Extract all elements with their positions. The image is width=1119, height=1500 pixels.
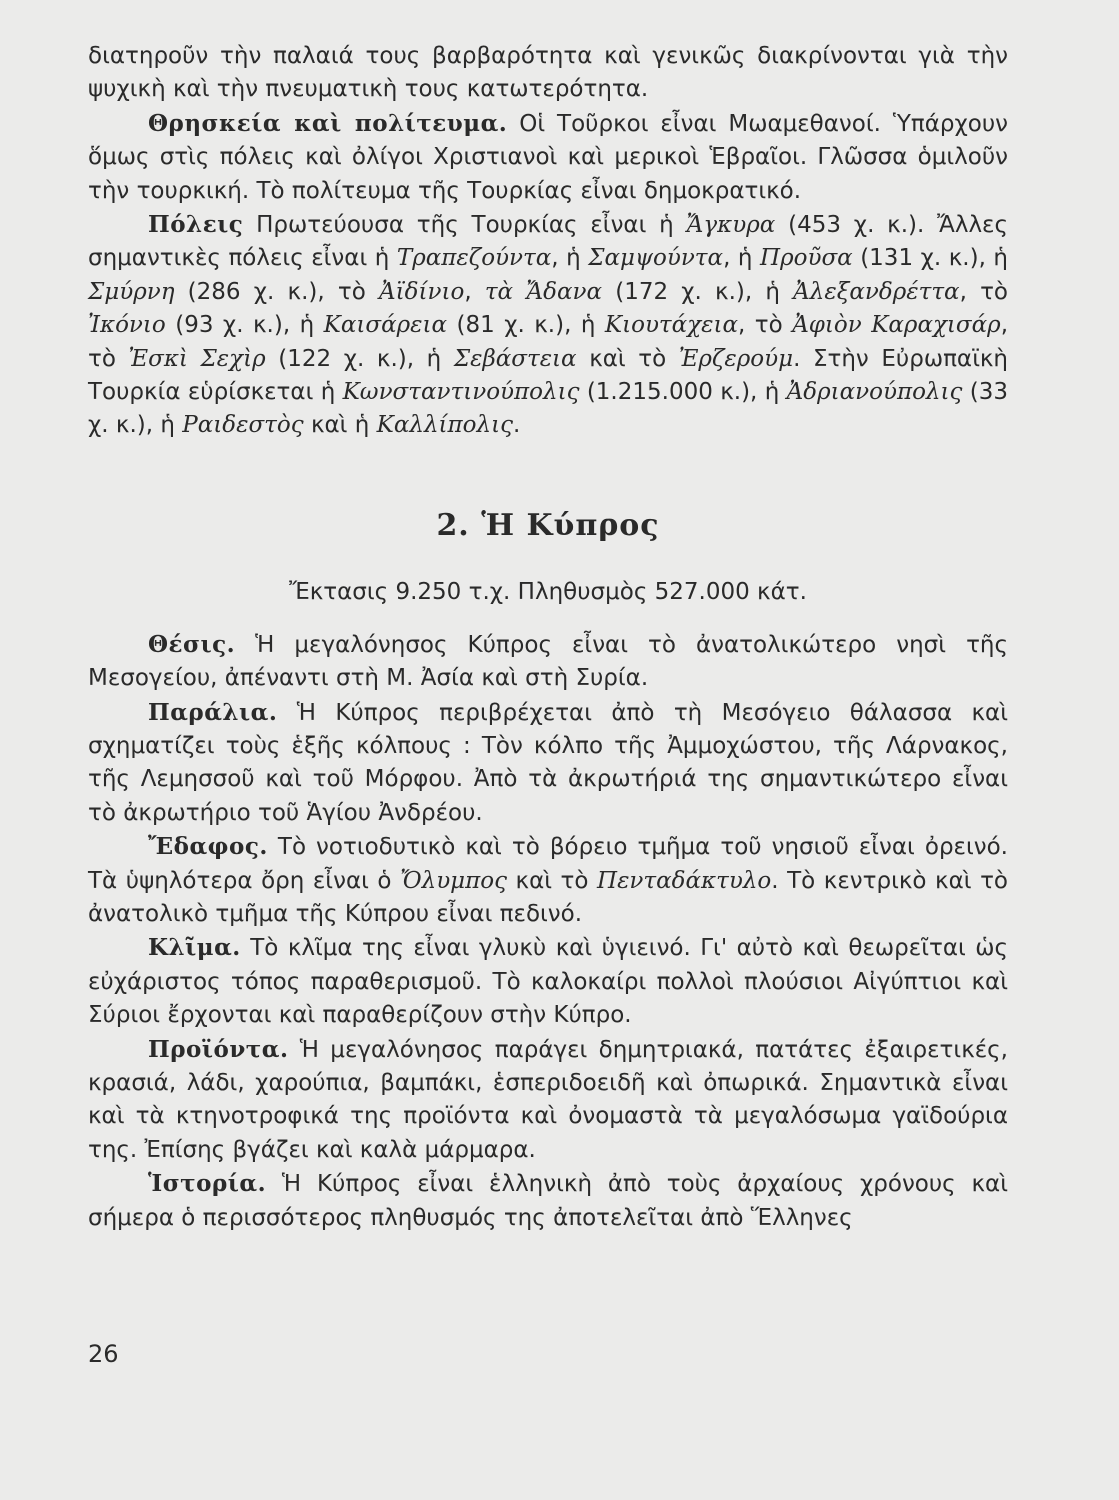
- products-heading: Προϊόντα.: [148, 1035, 289, 1063]
- coast-text: Ἡ Κύπρος περιβρέχεται ἀπὸ τὴ Μεσόγειο θάλασσα καὶ σχηματίζει τοὺς ἑξῆς κόλπους : Τὸν κόλπο τῆς Ἀμμοχώστου, τῆς Λάρνακος, τῆς Λεμησσοῦ καὶ τοῦ Μόρφου. Ἀπὸ τὰ ἀκρωτήριά της σημαντικώτερο εἶναι τὸ ἀκρωτήριο τοῦ Ἁγίου Ἀνδρέου.: [88, 699, 1008, 826]
- city-name: Σμύρνη: [88, 278, 175, 305]
- city-name: Ἀλεξανδρέττα: [793, 278, 960, 305]
- city-name: Ἄγκυρα: [686, 212, 776, 239]
- city-name: Καισάρεια: [323, 312, 448, 339]
- cities-text: καὶ ἡ: [303, 412, 377, 439]
- cities-text: (1.215.000 κ.), ἡ: [579, 379, 787, 406]
- climate-text: Τὸ κλῖμα της εἶναι γλυκὺ καὶ ὑγιεινό. Γι' αὐτὸ καὶ θεωρεῖται ὡς εὐχάριστος τόπος παραθερισμοῦ. Τὸ καλοκαίρι πολλοὶ πλούσιοι Αἰγύπτιοι καὶ Σύριοι ἔρχονται καὶ παραθερίζουν στὴν Κύπρο.: [88, 935, 1008, 1029]
- cities-text: , τὸ: [738, 312, 793, 339]
- products-text: Ἡ μεγαλόνησος παράγει δημητριακά, πατάτες ἐξαιρετικές, κρασιά, λάδι, χαρούπια, βαμπάκι, ἑσπεριδοειδῆ καὶ ὀπωρικά. Σημαντικὰ εἶναι καὶ τὰ κτηνοτροφικά της προϊόντα καὶ ὀνομαστὰ τὰ μεγαλόσωμα γαϊδούρια της. Ἐπίσης βγάζει καὶ καλὰ μάρμαρα.: [88, 1036, 1008, 1163]
- city-name: Ἀδριανούπολις: [786, 379, 963, 406]
- cities-text: καὶ τὸ: [576, 345, 679, 372]
- cities-text: ,: [464, 278, 485, 305]
- cities-text: (453 χ. κ.). Ἄλλες σημαντικὲς πόλεις εἶναι ἡ: [88, 212, 1008, 272]
- cities-text: (172 χ. κ.), ἡ: [602, 278, 794, 305]
- cities-text: , τὸ: [88, 312, 1008, 372]
- cities-text: (286 χ. κ.), τὸ: [174, 278, 379, 305]
- cities-text: , ἡ: [551, 245, 589, 272]
- cities-text: . Στὴν Εὐρωπαϊκὴ Τουρκία εὑρίσκεται ἡ: [88, 345, 1008, 406]
- city-name: Τραπεζούντα: [396, 245, 552, 272]
- city-name: Ἀφιὸν Καραχισάρ: [792, 312, 1001, 339]
- city-name: Κιουτάχεια: [604, 312, 739, 339]
- position-text: Ἡ μεγαλόνησος Κύπρος εἶναι τὸ ἀνατολικώτερο νησὶ τῆς Μεσογείου, ἀπέναντι στὴ Μ. Ἀσία καὶ στὴ Συρία.: [88, 631, 1008, 692]
- city-name: Ἀϊδίνιο: [378, 278, 465, 305]
- terrain-paragraph: [88, 830, 1008, 931]
- cities-text: , ἡ: [723, 245, 761, 272]
- religion-paragraph: [88, 107, 1008, 208]
- section-title: 2. Ἡ Κύπρος: [436, 507, 660, 543]
- section-stats: Ἔκτασις 9.250 τ.χ. Πληθυσμὸς 527.000 κάτ.: [289, 579, 807, 606]
- city-name: Ἐσκὶ Σεχὶρ: [128, 345, 266, 372]
- page-content: [88, 40, 1008, 1235]
- religion-text: Οἱ Τοῦρκοι εἶναι Μωαμεθανοί. Ὑπάρχουν ὅμως στὶς πόλεις καὶ ὀλίγοι Χριστιανοὶ καὶ μερικοὶ Ἑβραῖοι. Γλῶσσα ὁμιλοῦν τὴν τουρκική. Τὸ πολίτευμα τῆς Τουρκίας εἶναι δημοκρατικό.: [88, 110, 1009, 204]
- terrain-text: Τὸ νοτιοδυτικὸ καὶ τὸ βόρειο τμῆμα τοῦ νησιοῦ εἶναι ὀρεινό. Τὰ ὑψηλότερα ὄρη εἶναι ὁ: [88, 834, 1008, 894]
- intro-text: διατηροῦν τὴν παλαιά τους βαρβαρότητα καὶ γενικῶς διακρίνονται γιὰ τὴν ψυχικὴ καὶ τὴν πνευματικὴ τους κατωτερότητα.: [88, 43, 1008, 103]
- cities-text: (131 χ. κ.), ἡ: [852, 245, 1008, 272]
- city-name: Ἐρζερούμ: [678, 345, 794, 372]
- terrain-text: . Τὸ κεντρικὸ καὶ τὸ ἀνατολικὸ τμῆμα τῆς Κύπρου εἶναι πεδινό.: [88, 867, 1008, 927]
- city-name: τὰ Ἄδανα: [484, 278, 603, 305]
- city-name: Κωνσταντινούπολις: [342, 379, 580, 406]
- cities-text: (93 χ. κ.), ἡ: [165, 312, 324, 339]
- cities-text: Πρωτεύουσα τῆς Τουρκίας εἶναι ἡ: [243, 212, 687, 239]
- page-number: 26: [88, 1340, 119, 1368]
- terrain-heading: Ἔδαφος.: [148, 833, 268, 861]
- cities-heading: Πόλεις: [148, 211, 244, 239]
- position-paragraph: [88, 628, 1008, 696]
- mountain-name: Πενταδάκτυλο: [597, 867, 772, 894]
- mountain-name: Ὄλυμπος: [400, 867, 507, 894]
- position-heading: Θέσις.: [148, 630, 236, 658]
- products-paragraph: [88, 1033, 1008, 1168]
- coast-heading: Παράλια.: [148, 698, 278, 726]
- city-name: Σεβάστεια: [453, 345, 577, 372]
- intro-paragraph: [88, 40, 1008, 107]
- cities-text: (81 χ. κ.), ἡ: [447, 312, 605, 339]
- cities-text: , τὸ: [959, 278, 1008, 305]
- city-name: Ἰκόνιο: [88, 312, 166, 339]
- history-heading: Ἱστορία.: [148, 1170, 267, 1198]
- cities-paragraph: [88, 208, 1008, 443]
- coast-paragraph: [88, 696, 1008, 831]
- cities-text: .: [512, 412, 521, 439]
- history-text: Ἡ Κύπρος εἶναι ἑλληνικὴ ἀπὸ τοὺς ἀρχαίους χρόνους καὶ σήμερα ὁ περισσότερος πληθυσμός της ἀποτελεῖται ἀπὸ Ἕλληνες: [88, 1171, 1008, 1231]
- history-paragraph: [88, 1167, 1008, 1235]
- city-name: Καλλίπολις: [376, 412, 513, 439]
- terrain-text: καὶ τὸ: [506, 867, 598, 894]
- climate-paragraph: [88, 931, 1008, 1032]
- cities-text: (122 χ. κ.), ἡ: [265, 345, 454, 372]
- city-name: Ραιδεστὸς: [182, 412, 304, 439]
- city-name: Σαμψούντα: [588, 245, 724, 272]
- religion-heading: Θρησκεία καὶ πολίτευμα.: [148, 109, 508, 137]
- city-name: Προῦσα: [760, 245, 853, 272]
- cities-text: (33 χ. κ.), ἡ: [88, 379, 1008, 439]
- climate-heading: Κλῖμα.: [148, 934, 241, 962]
